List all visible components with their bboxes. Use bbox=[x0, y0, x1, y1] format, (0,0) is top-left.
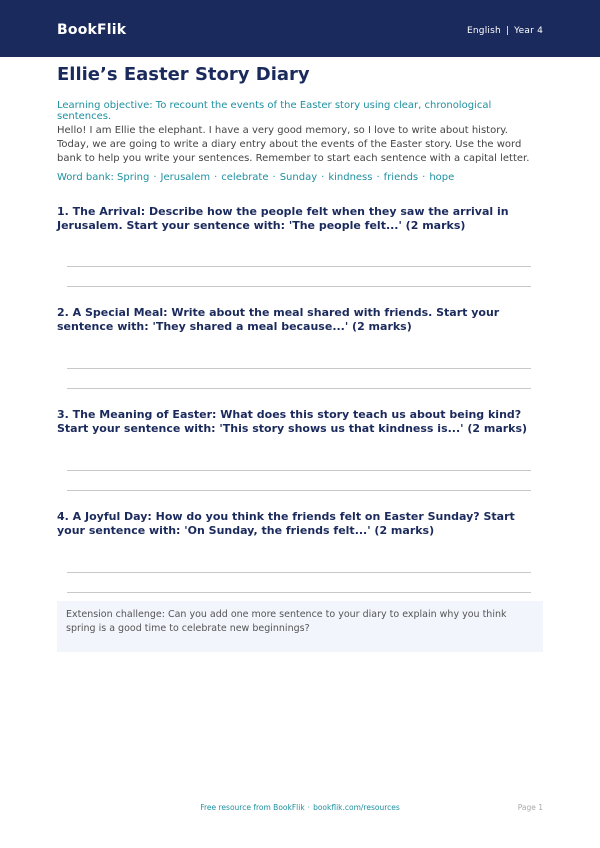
answer-line[interactable] bbox=[67, 470, 531, 471]
word-bank-word: Sunday bbox=[279, 172, 318, 183]
learning-objective: Learning objective: To recount the events of the Easter story using clear, chronological sentences. bbox=[57, 100, 492, 122]
answer-line[interactable] bbox=[67, 592, 531, 593]
word-bank-separator: · bbox=[376, 172, 380, 183]
answer-line[interactable] bbox=[67, 388, 531, 389]
intro-paragraph: Hello! I am Ellie the elephant. I have a very good memory, so I love to write about history. Today, we are going to write a diary entry about the events of the Easter story. Use the word bank to help you write your sentences. Remember to start each sentence with a capital letter. bbox=[57, 125, 530, 164]
word-bank-word: Spring bbox=[117, 172, 150, 183]
footer-link[interactable]: bookflik.com/resources bbox=[313, 803, 400, 812]
question-2: 2. A Special Meal: Write about the meal shared with friends. Start your sentence with: 'They shared a meal because...' (2 marks) bbox=[57, 306, 500, 333]
word-bank-word: friends bbox=[383, 172, 419, 183]
year-label: Year 4 bbox=[514, 26, 543, 36]
word-bank-word: Jerusalem bbox=[160, 172, 211, 183]
word-bank-word: hope bbox=[429, 172, 455, 183]
question-4: 4. A Joyful Day: How do you think the friends felt on Easter Sunday? Start your sentence with: 'On Sunday, the friends felt...' (2 marks) bbox=[57, 510, 515, 537]
worksheet-title: Ellie’s Easter Story Diary bbox=[57, 64, 310, 85]
answer-line[interactable] bbox=[67, 368, 531, 369]
answer-line[interactable] bbox=[67, 286, 531, 287]
header-meta bbox=[467, 26, 543, 36]
answer-line[interactable] bbox=[67, 572, 531, 573]
answer-line[interactable] bbox=[67, 266, 531, 267]
word-bank-separator: · bbox=[153, 172, 157, 183]
brand-logo[interactable]: BookFlik bbox=[57, 22, 127, 38]
extension-challenge-box bbox=[57, 601, 543, 652]
page-number: Page 1 bbox=[517, 803, 543, 812]
header-bar bbox=[0, 0, 600, 57]
footer-text: Free resource from BookFlik bbox=[200, 803, 305, 812]
extension-challenge-text: Extension challenge: Can you add one more sentence to your diary to explain why you think spring is a good time to celebrate new beginnings? bbox=[66, 609, 507, 634]
footer-separator: · bbox=[307, 803, 311, 812]
subject-label: English bbox=[467, 26, 501, 36]
answer-line[interactable] bbox=[67, 490, 531, 491]
word-bank-label: Word bank: bbox=[57, 172, 114, 183]
word-bank bbox=[57, 172, 543, 183]
word-bank-separator: · bbox=[422, 172, 426, 183]
question-3: 3. The Meaning of Easter: What does this story teach us about being kind? Start your sentence with: 'This story shows us that kindness is...' (2 marks) bbox=[57, 408, 528, 435]
word-bank-word: kindness bbox=[328, 172, 373, 183]
meta-separator: | bbox=[505, 26, 510, 36]
word-bank-separator: · bbox=[272, 172, 276, 183]
word-bank-word: celebrate bbox=[221, 172, 269, 183]
word-bank-separator: · bbox=[321, 172, 325, 183]
footer bbox=[0, 803, 600, 812]
question-1: 1. The Arrival: Describe how the people felt when they saw the arrival in Jerusalem. Start your sentence with: 'The people felt...' (2 marks) bbox=[57, 205, 509, 232]
word-bank-separator: · bbox=[214, 172, 218, 183]
